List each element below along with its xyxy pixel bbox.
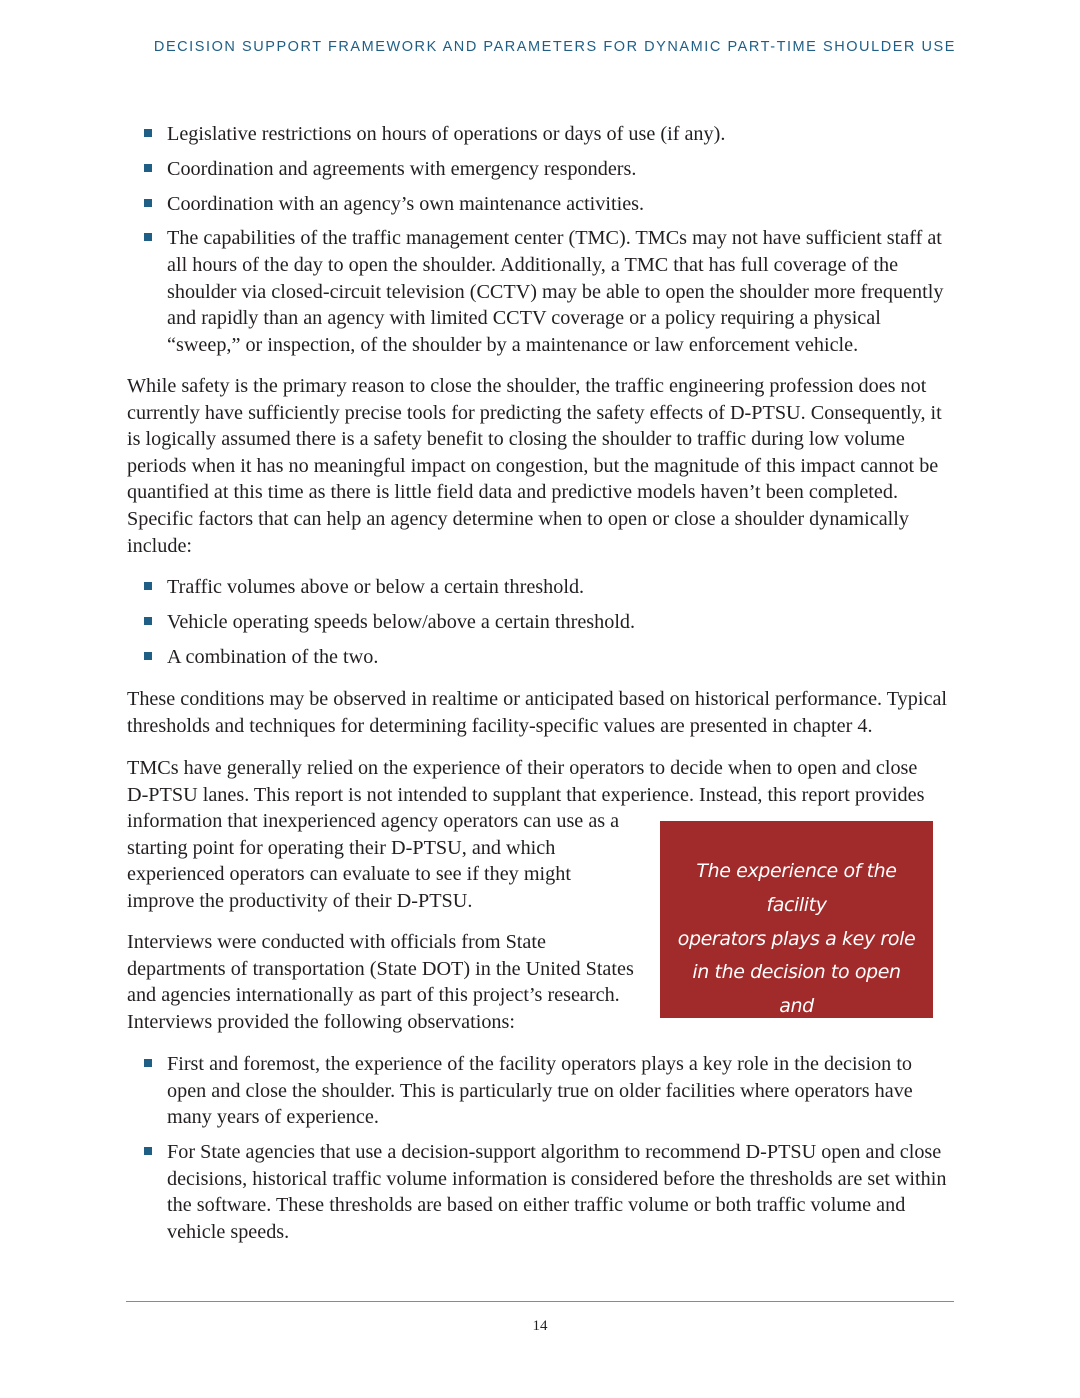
square-bullet-icon [144,652,152,660]
page-number: 14 [532,1318,548,1334]
list-item [127,1051,955,1131]
list-item-text: Legislative restrictions on hours of operations or days of use (if any). [167,123,726,145]
list-item-text: The capabilities of the traffic management center (TMC). TMCs may not have sufficient staff at all hours of the day to open the shoulder. Additionally, a TMC that has full coverage of the shoulder via closed-circuit television (CCTV) may be able to open the shoulder more frequently and rapidly than an agency with limited CCTV coverage or a policy requiring a physical “sweep,” or inspection, of the shoulder by a maintenance or law enforcement vehicle. [167,227,944,356]
square-bullet-icon [144,129,152,137]
paragraph-line: Interviews provided the following observations: [127,1010,515,1033]
paragraph-line: TMCs have generally relied on the experience of their operators to decide when to open and close [127,757,918,779]
paragraph-line: departments of transportation (State DOT) in the United States [127,957,634,980]
paragraph-text: These conditions may be observed in realtime or anticipated based on historical performance. Typical thresholds and techniques for determining facility-specific values are presented in chapter 4. [127,688,948,737]
callout-line: operators plays a key role [677,927,916,950]
bullet-list-factors [127,574,955,678]
paragraph-text: While safety is the primary reason to close the shoulder, the traffic engineering profession does not currently have sufficiently precise tools for predicting the safety effects of D-PTSU. Consequently, it is logically assumed there is a safety benefit to closing the shoulder to traffic during low volume periods when it has no meaningful impact on congestion, but the magnitude of this impact cannot be quantified at this time as there is little field data and predictive models haven’t been completed. Specific factors that can help an agency determine when to open or close a shoulder dynamically include: [127,375,942,557]
paragraph-line: Interviews were conducted with officials from State [127,931,546,953]
paragraph-safety [127,373,955,559]
list-item [127,609,955,636]
list-item [127,121,955,148]
bullet-list-observations [127,1051,955,1254]
list-item [127,1139,955,1245]
list-item [127,156,955,183]
callout-line: close the shoulder. [710,1028,883,1051]
bullet-list-constraints [127,121,955,367]
paragraph-line: D-PTSU lanes. This report is not intended to supplant that experience. Instead, this report provides [127,783,925,806]
running-header: DECISION SUPPORT FRAMEWORK AND PARAMETERS FOR DYNAMIC PART-TIME SHOULDER USE [153,39,956,55]
list-item [127,225,955,358]
list-item-text: Traffic volumes above or below a certain threshold. [167,576,585,598]
square-bullet-icon [144,233,152,241]
square-bullet-icon [144,617,152,625]
paragraph-line: starting point for operating their D-PTSU, and which [127,836,556,859]
footer-divider [126,1301,954,1302]
list-item-text: For State agencies that use a decision-support algorithm to recommend D-PTSU open and close decisions, historical traffic volume information is considered before the thresholds are set within the software. These thresholds are based on either traffic volume or both traffic volume and vehicle speeds. [167,1140,947,1243]
list-item [127,574,955,601]
list-item-text: Vehicle operating speeds below/above a certain threshold. [167,610,636,633]
list-item [127,191,955,218]
square-bullet-icon [144,199,152,207]
paragraph-line: improve the productivity of their D-PTSU. [127,889,473,912]
square-bullet-icon [144,164,152,172]
list-item-text: First and foremost, the experience of the facility operators plays a key role in the decision to open and close the shoulder. This is particularly true on older facilities where operators have many years of experience. [167,1053,913,1129]
list-item-text: Coordination with an agency’s own maintenance activities. [167,192,645,215]
list-item [127,644,955,671]
square-bullet-icon [144,1059,152,1067]
callout-line: in the decision to open and [692,961,901,1018]
callout-line: The experience of the facility [696,860,897,916]
square-bullet-icon [144,1147,152,1155]
square-bullet-icon [144,582,152,590]
paragraph-line: information that inexperienced agency operators can use as a [127,810,620,833]
paragraph-line: experienced operators can evaluate to see if they might [127,863,571,886]
paragraph-line: and agencies internationally as part of this project’s research. [127,984,620,1007]
pull-quote-callout [660,821,933,1051]
list-item-text: A combination of the two. [167,645,379,668]
list-item-text: Coordination and agreements with emergency responders. [167,157,637,180]
paragraph-conditions [127,686,955,739]
